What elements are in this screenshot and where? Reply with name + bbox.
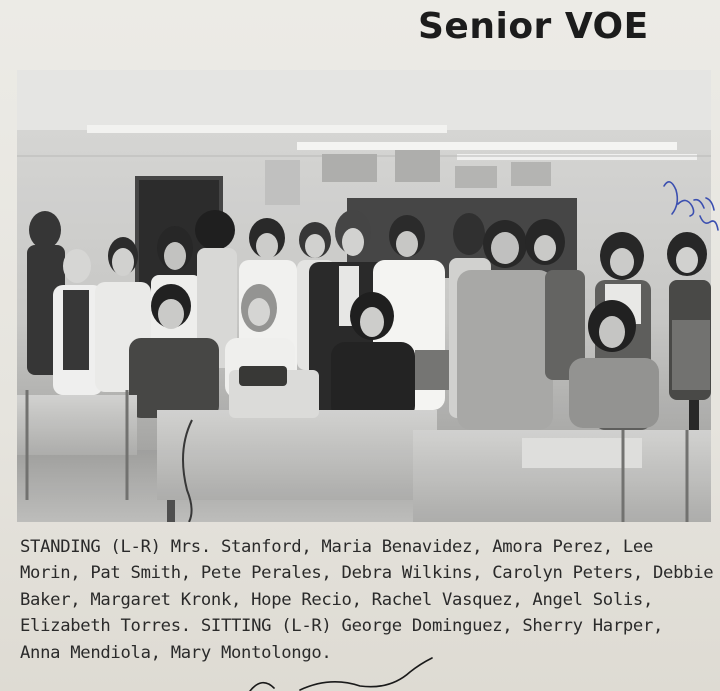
group-photo-image xyxy=(17,70,711,522)
caption-line: Morin, Pat Smith, Pete Perales, Debra Wilkins, Carolyn Peters, Debbie xyxy=(20,563,714,584)
page-title: Senior VOE xyxy=(418,6,649,47)
caption-line: Baker, Margaret Kronk, Hope Recio, Rachel Vasquez, Angel Solis, xyxy=(20,589,654,610)
caption-line: Elizabeth Torres. SITTING (L-R) George Dominguez, Sherry Harper, xyxy=(20,616,664,637)
photo-caption xyxy=(20,534,714,666)
caption-line: STANDING (L-R) Mrs. Stanford, Maria Benavidez, Amora Perez, Lee xyxy=(20,537,654,557)
caption-line: Anna Mendiola, Mary Montolongo. xyxy=(20,642,332,663)
group-photo xyxy=(17,70,711,522)
